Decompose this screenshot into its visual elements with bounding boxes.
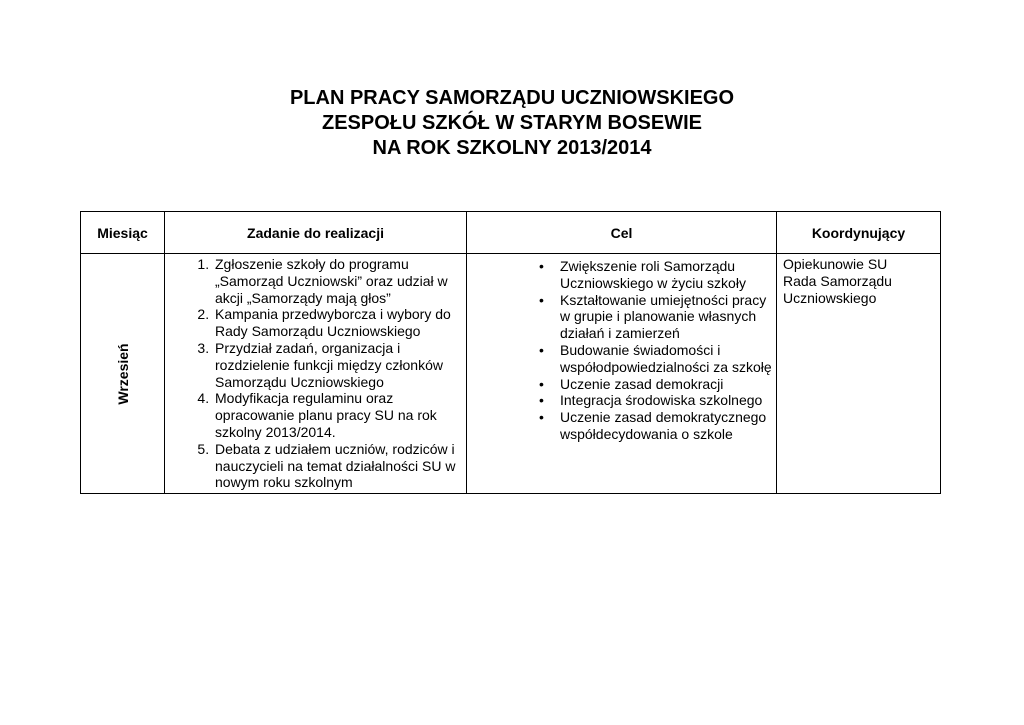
task-item: 3. Przydział zadań, organizacja i rozdzielenie funkcji między członków Samorządu Uczniowskiego [213, 340, 466, 390]
task-item: 2. Kampania przedwyborcza i wybory do Rady Samorządu Uczniowskiego [213, 306, 466, 340]
title-line-3: NA ROK SZKOLNY 2013/2014 [372, 137, 652, 159]
document-title [0, 86, 1024, 161]
task-item: 5. Debata z udziałem uczniów, rodziców i nauczycieli na temat działalności SU w nowym roku szkolnym [213, 441, 466, 491]
coordinator-item: Rada Samorządu Uczniowskiego [783, 272, 892, 306]
goal-item [539, 291, 776, 342]
header-task: Zadanie do realizacji [165, 212, 467, 254]
month-cell [81, 254, 165, 494]
task-list [165, 256, 466, 491]
bullet-icon: • [539, 375, 544, 392]
month-label: Wrzesień [114, 342, 131, 405]
goal-item [539, 341, 776, 376]
goal-item [539, 409, 776, 443]
goal-text: Uczenie zasad demokracji [560, 375, 724, 392]
header-month: Miesiąc [81, 212, 165, 254]
task-item: 4. Modyfikacja regulaminu oraz opracowanie planu pracy SU na rok szkolny 2013/2014. [213, 390, 466, 440]
goal-text: Uczenie zasad demokratycznego współdecydowania o szkole [560, 409, 767, 442]
goal-text: Integracja środowiska szkolnego [560, 392, 763, 409]
title-line-2: ZESPOŁU SZKÓŁ W STARYM BOSEWIE [322, 112, 702, 134]
bullet-icon: • [539, 392, 544, 409]
goal-item [539, 258, 776, 292]
bullet-icon: • [539, 341, 544, 358]
goal-list [467, 258, 776, 443]
goal-text: Zwiększenie roli Samorządu Uczniowskiego w życiu szkoły [560, 258, 746, 291]
task-cell [165, 254, 467, 494]
table-row [81, 254, 941, 494]
goal-item [539, 375, 776, 393]
goal-text: Kształtowanie umiejętności pracy w grupie i planowanie własnych działań i zamierzeń [560, 291, 767, 342]
coordinator-list [777, 254, 940, 306]
coordinator-cell [777, 254, 941, 494]
table-header-row [81, 212, 941, 254]
goal-cell [467, 254, 777, 494]
task-item: 1. Zgłoszenie szkoły do programu „Samorząd Uczniowski” oraz udział w akcji „Samorządy mają głos” [213, 256, 466, 306]
bullet-icon: • [539, 291, 544, 308]
goal-item [539, 392, 776, 409]
bullet-icon: • [539, 258, 544, 274]
bullet-icon: • [539, 409, 544, 426]
title-line-1: PLAN PRACY SAMORZĄDU UCZNIOWSKIEGO [289, 87, 735, 109]
goal-text: Budowanie świadomości i współodpowiedzialności za szkołę [560, 341, 772, 375]
header-goal: Cel [467, 212, 777, 254]
coordinator-item: Opiekunowie SU [783, 256, 888, 272]
work-plan-table [80, 211, 941, 494]
header-coordinator: Koordynujący [777, 212, 941, 254]
